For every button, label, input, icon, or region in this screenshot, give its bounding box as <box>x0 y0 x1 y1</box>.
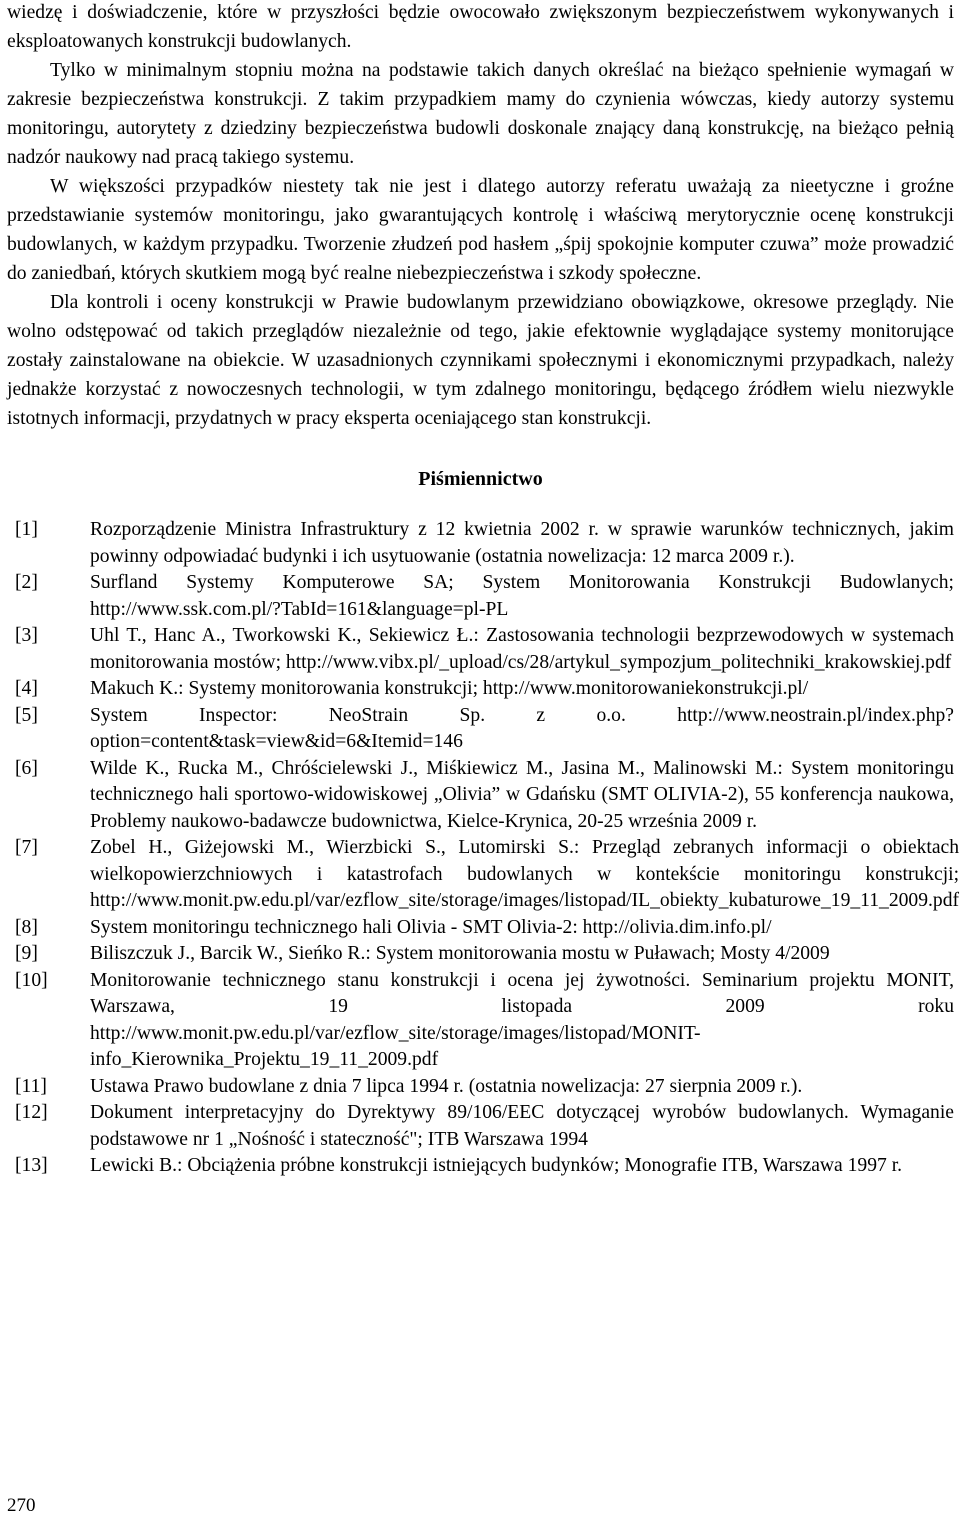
reference-item <box>7 1074 954 1101</box>
reference-text: Zobel H., Giżejowski M., Wierzbicki S., Lutomirski S.: Przegląd zebranych informacji o obiektach wielkopowierzchniowych i katastrofach budowlanych w kontekście monitoringu konstrukcji; http://www.monit.pw.edu.pl/var/ezflow_site/storage/images/listopad/IL_obiekty_kubaturowe_19_11_2009.pdf <box>90 837 960 911</box>
reference-item <box>7 623 954 676</box>
document-page <box>7 0 960 1180</box>
reference-number: [3] <box>15 625 38 646</box>
paragraph-2-text: Tylko w minimalnym stopniu można na podstawie takich danych określać na bieżąco spełnienie wymagań w zakresie bezpieczeństwa konstrukcji. Z takim przypadkiem mamy do czynienia wówczas, kiedy autorzy systemu monitoringu, autorytety z dziedziny bezpieczeństwa budowli doskonale znający daną konstrukcję, na bieżąco pełnią nadzór naukowy nad pracą takiego systemu. <box>7 60 954 168</box>
page-number: 270 <box>7 1495 36 1516</box>
paragraph-1: wiedzę i doświadczenie, które w przyszłości będzie owocowało zwiększonym bezpieczeństwem wykonywanych i eksploatowanych konstrukcji budowlanych. <box>7 2 954 52</box>
reference-text: Makuch K.: Systemy monitorowania konstrukcji; http://www.monitorowaniekonstrukcji.pl/ <box>90 678 809 699</box>
reference-text: Uhl T., Hanc A., Tworkowski K., Sekiewicz Ł.: Zastosowania technologii bezprzewodowych w systemach monitorowania mostów; http://www.vibx.pl/_upload/cs/28/artykul_sympozjum_politechniki_krakowskiej.pdf <box>90 625 954 673</box>
reference-number: [6] <box>15 757 38 779</box>
reference-number: [10] <box>15 969 48 991</box>
reference-text: Ustawa Prawo budowlane z dnia 7 lipca 1994 r. (ostatnia nowelizacja: 27 sierpnia 2009 r.). <box>90 1075 803 1097</box>
reference-text: Biliszczuk J., Barcik W., Sieńko R.: System monitorowania mostu w Puławach; Mosty 4/2009 <box>90 943 830 964</box>
reference-item <box>7 676 954 703</box>
reference-text: Lewicki B.: Obciążenia próbne konstrukcji istniejących budynków; Monografie ITB, Warszawa 1997 r. <box>90 1155 903 1176</box>
reference-item <box>7 915 954 942</box>
reference-item <box>7 1100 954 1153</box>
reference-number: [2] <box>15 572 38 593</box>
reference-item <box>7 570 954 623</box>
paragraph-3-text: W większości przypadków niestety tak nie jest i dlatego autorzy referatu uważają za nieetyczne i groźne przedstawianie systemów monitoringu, jako gwarantujących kontrolę i właściwą merytorycznie ocenę konstrukcji budowlanych, w każdym przypadku. Tworzenie złudzeń pod hasłem „śpij spokojnie komputer czuwa” może prowadzić do zaniedbań, których skutkiem mogą być realne niebezpieczeństwa i szkody społeczne. <box>7 176 954 284</box>
paragraph-2 <box>7 56 954 172</box>
reference-number: [8] <box>15 916 38 938</box>
reference-number: [9] <box>15 943 38 964</box>
reference-number: [4] <box>15 678 38 699</box>
reference-number: [5] <box>15 704 38 726</box>
references-list <box>7 517 960 1180</box>
reference-number: [12] <box>15 1102 48 1123</box>
paragraph-3 <box>7 172 954 288</box>
reference-text: Rozporządzenie Ministra Infrastruktury z 12 kwietnia 2002 r. w sprawie warunków technicznych, jakim powinny odpowiadać budynki i ich usytuowanie (ostatnia nowelizacja: 12 marca 2009 r.). <box>90 519 954 567</box>
reference-text: Monitorowanie technicznego stanu konstrukcji i ocena jej żywotności. Seminarium projektu MONIT, Warszawa, 19 listopada 2009 roku http://www.monit.pw.edu.pl/var/ezflow_site/storage/images/listopad/MONIT-info_Kierownika_Projektu_19_11_2009.pdf <box>90 969 954 1070</box>
reference-item <box>7 756 954 836</box>
reference-number: [13] <box>15 1155 48 1176</box>
reference-item <box>7 835 960 915</box>
reference-item <box>7 517 954 570</box>
reference-text: Wilde K., Rucka M., Chróścielewski J., Miśkiewicz M., Jasina M., Malinowski M.: System monitoringu technicznego hali sportowo-widowiskowej „Olivia” w Gdańsku (SMT OLIVIA-2), 55 konferencja naukowa, Problemy naukowo-badawcze budownictwa, Kielce-Krynica, 20-25 września 2009 r. <box>90 757 954 832</box>
reference-item <box>7 941 954 968</box>
reference-item <box>7 703 954 756</box>
reference-number: [1] <box>15 519 38 540</box>
reference-text: System monitoringu technicznego hali Olivia - SMT Olivia-2: http://olivia.dim.info.pl/ <box>90 916 772 938</box>
reference-number: [11] <box>15 1075 47 1097</box>
section-title: Piśmiennictwo <box>418 468 543 490</box>
reference-text: Surfland Systemy Komputerowe SA; System Monitorowania Konstrukcji Budowlanych; http://www.ssk.com.pl/?TabId=161&language=pl-PL <box>90 572 954 620</box>
reference-item <box>7 1153 954 1180</box>
paragraph-4-text: Dla kontroli i oceny konstrukcji w Prawie budowlanym przewidziano obowiązkowe, okresowe przeglądy. Nie wolno odstępować od takich przeglądów niezależnie od tego, jakie efektownie wyglądające systemy monitorujące zostały zainstalowane na obiekcie. W uzasadnionych czynnikami społecznymi i ekonomicznymi przypadkach, należy jednakże korzystać z nowoczesnych technologii, w tym zdalnego monitoringu, będącego źródłem wielu niezwykle istotnych informacji, przydatnych w pracy eksperta oceniającego stan konstrukcji. <box>7 292 954 429</box>
reference-text: System Inspector: NeoStrain Sp. z o.o. http://www.neostrain.pl/index.php?option=content&task=view&id=6&Itemid=146 <box>90 704 954 752</box>
reference-number: [7] <box>15 837 38 858</box>
reference-text: Dokument interpretacyjny do Dyrektywy 89/106/EEC dotyczącej wyrobów budowlanych. Wymaganie podstawowe nr 1 „Nośność i stateczność"; ITB Warszawa 1994 <box>90 1102 954 1150</box>
paragraph-4 <box>7 288 954 433</box>
reference-item <box>7 968 954 1074</box>
